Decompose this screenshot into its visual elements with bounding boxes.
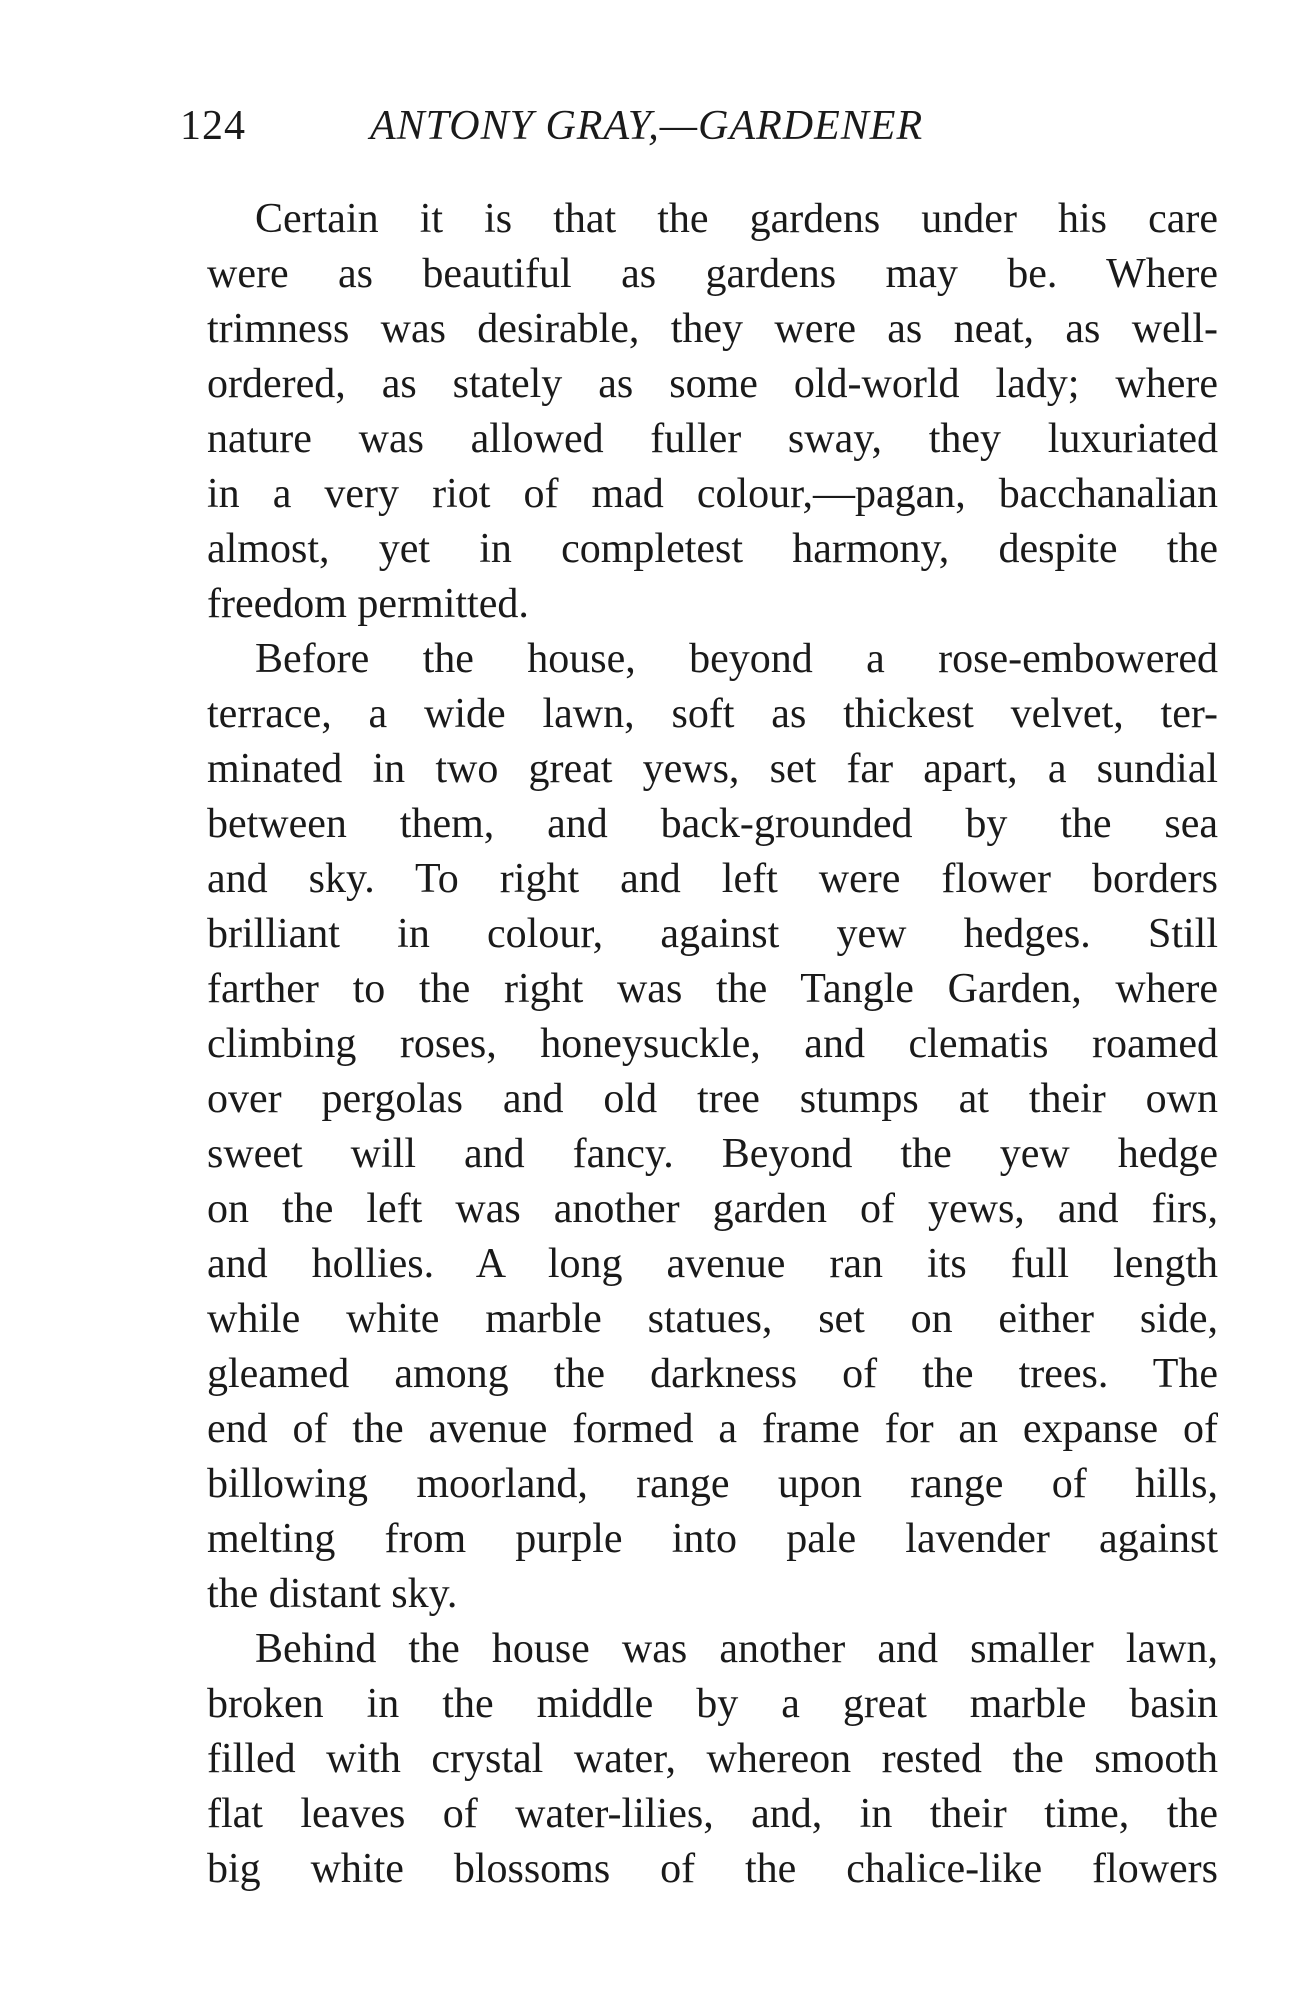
text-line: trimness was desirable, they were as neat, as well-	[207, 306, 1218, 352]
text-line: Before the house, beyond a rose-embowered	[255, 636, 1218, 682]
text-line: brilliant in colour, against yew hedges. Still	[207, 911, 1218, 957]
text-line: nature was allowed fuller sway, they luxuriated	[207, 416, 1218, 462]
text-line: between them, and back-grounded by the sea	[207, 801, 1218, 847]
text-line: were as beautiful as gardens may be. Where	[207, 251, 1218, 297]
text-line: terrace, a wide lawn, soft as thickest velvet, ter-	[207, 691, 1218, 737]
text-line: billowing moorland, range upon range of hills,	[207, 1461, 1218, 1507]
text-line: the distant sky.	[207, 1571, 458, 1617]
paragraph	[207, 192, 1218, 632]
text-line: on the left was another garden of yews, and firs,	[207, 1186, 1218, 1232]
text-line: almost, yet in completest harmony, despite the	[207, 526, 1218, 572]
text-line: while white marble statues, set on either side,	[207, 1296, 1218, 1342]
text-line: Behind the house was another and smaller lawn,	[255, 1626, 1218, 1672]
page-header	[180, 96, 1220, 156]
text-line: ordered, as stately as some old-world lady; where	[207, 361, 1218, 407]
text-line: over pergolas and old tree stumps at their own	[207, 1076, 1218, 1122]
paragraph	[207, 1622, 1218, 1897]
text-line: sweet will and fancy. Beyond the yew hedge	[207, 1131, 1218, 1177]
text-line: flat leaves of water-lilies, and, in their time, the	[207, 1791, 1218, 1837]
text-line: minated in two great yews, set far apart, a sundial	[207, 746, 1218, 792]
text-line: broken in the middle by a great marble basin	[207, 1681, 1218, 1727]
text-line: melting from purple into pale lavender against	[207, 1516, 1218, 1562]
text-line: and sky. To right and left were flower borders	[207, 856, 1218, 902]
paragraph	[207, 632, 1218, 1622]
page-number: 124	[180, 103, 246, 149]
running-title: ANTONY GRAY,—GARDENER	[370, 103, 924, 149]
text-line: farther to the right was the Tangle Garden, where	[207, 966, 1218, 1012]
text-line: big white blossoms of the chalice-like flowers	[207, 1846, 1218, 1892]
text-line: climbing roses, honeysuckle, and clematis roamed	[207, 1021, 1218, 1067]
text-line: end of the avenue formed a frame for an expanse of	[207, 1406, 1218, 1452]
text-line: gleamed among the darkness of the trees. The	[207, 1351, 1218, 1397]
body-text	[207, 192, 1218, 1897]
text-line: filled with crystal water, whereon rested the smooth	[207, 1736, 1218, 1782]
text-line: Certain it is that the gardens under his care	[255, 196, 1218, 242]
text-line: freedom permitted.	[207, 581, 529, 627]
text-line: in a very riot of mad colour,—pagan, bacchanalian	[207, 471, 1218, 517]
text-line: and hollies. A long avenue ran its full length	[207, 1241, 1218, 1287]
